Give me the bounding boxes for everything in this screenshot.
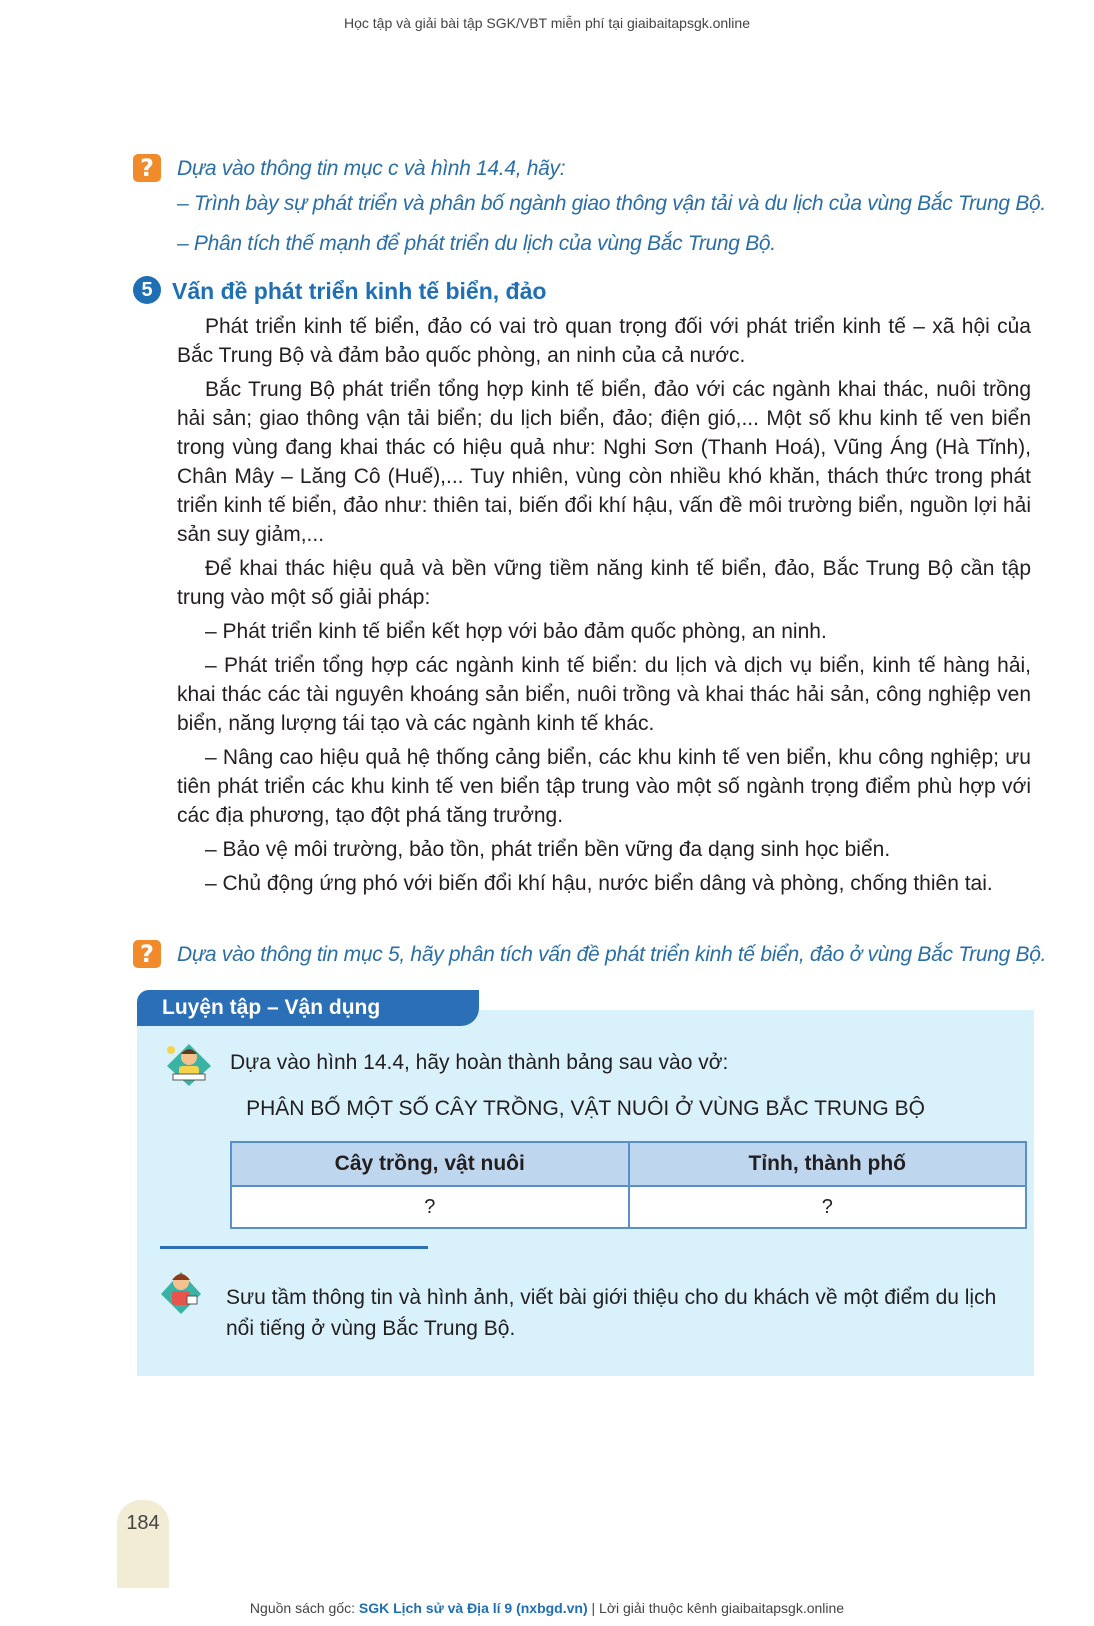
task-2-text: Sưu tầm thông tin và hình ảnh, viết bài giới thiệu cho du khách về một điểm du lịch nổi tiếng ở vùng Bắc Trung Bộ.	[226, 1286, 997, 1340]
question-icon: ?	[133, 154, 161, 182]
solution-item: – Nâng cao hiệu quả hệ thống cảng biển, các khu kinh tế ven biển, khu công nghiệp; ưu tiên phát triển các khu kinh tế ven biển tập trung vào một số ngành trọng điểm phù hợp với các địa phương, tạo đột phá tăng trưởng.	[177, 746, 1031, 827]
footer-suffix: | Lời giải thuộc kênh giaibaitapsgk.online	[587, 1600, 845, 1616]
section-body	[177, 312, 1031, 903]
table-cell: ?	[231, 1186, 629, 1228]
solution-item: – Bảo vệ môi trường, bảo tồn, phát triển bền vững đa dạng sinh học biển.	[205, 838, 891, 861]
section-number-badge: 5	[133, 276, 161, 304]
table-header-cell: Tỉnh, thành phố	[629, 1142, 1027, 1186]
solution-item: – Phát triển kinh tế biển kết hợp với bảo đảm quốc phòng, an ninh.	[205, 620, 827, 643]
student-reading-icon	[163, 1040, 215, 1088]
source-footer	[0, 1600, 1094, 1616]
student-research-icon	[157, 1266, 205, 1318]
section-title: Vấn đề phát triển kinh tế biển, đảo	[172, 278, 547, 304]
question-item: – Trình bày sự phát triển và phân bố ngành giao thông vận tải và du lịch của vùng Bắc Trung Bộ.	[177, 192, 1046, 215]
footer-book-link[interactable]: SGK Lịch sử và Địa lí 9 (nxbgd.vn)	[358, 1600, 588, 1616]
table-cell: ?	[629, 1186, 1027, 1228]
task-1-text: Dựa vào hình 14.4, hãy hoàn thành bảng sau vào vở:	[230, 1051, 729, 1074]
paragraph: Để khai thác hiệu quả và bền vững tiềm năng kinh tế biển, đảo, Bắc Trung Bộ cần tập trung vào một số giải pháp:	[177, 557, 1031, 609]
question-item: – Phân tích thế mạnh để phát triển du lịch của vùng Bắc Trung Bộ.	[177, 232, 776, 255]
solution-item: – Phát triển tổng hợp các ngành kinh tế biển: du lịch và dịch vụ biển, kinh tế hàng hải, khai thác các tài nguyên khoáng sản biển, nuôi trồng và khai thác hải sản, công nghiệp ven biển, năng lượng tái tạo và các ngành kinh tế khác.	[177, 654, 1031, 735]
footer-prefix: Nguồn sách gốc:	[249, 1600, 359, 1616]
table-title: PHÂN BỐ MỘT SỐ CÂY TRỒNG, VẬT NUÔI Ở VÙNG BẮC TRUNG BỘ	[246, 1097, 925, 1120]
practice-tab: Luyện tập – Vận dụng	[137, 990, 479, 1026]
question-text: Dựa vào thông tin mục 5, hãy phân tích vấn đề phát triển kinh tế biển, đảo ở vùng Bắc Trung Bộ.	[177, 943, 1047, 966]
crop-livestock-table	[230, 1141, 1027, 1229]
paragraph: Bắc Trung Bộ phát triển tổng hợp kinh tế biển, đảo với các ngành khai thác, nuôi trồng hải sản; giao thông vận tải biển; du lịch biển, đảo; điện gió,... Một số khu kinh tế ven biển trong vùng đang khai thác có hiệu quả như: Nghi Sơn (Thanh Hoá), Vũng Áng (Hà Tĩnh), Chân Mây – Lăng Cô (Huế),... Tuy nhiên, vùng còn nhiều khó khăn, thách thức trong phát triển kinh tế biển, đảo như: thiên tai, biến đổi khí hậu, vấn đề môi trường biển, nguồn lợi hải sản suy giảm,...	[177, 378, 1031, 546]
section-divider	[160, 1246, 428, 1249]
page-number: 184	[126, 1512, 160, 1534]
site-header-note: Học tập và giải bài tập SGK/VBT miễn phí tại giaibaitapsgk.online	[344, 15, 750, 31]
table-row	[231, 1186, 1026, 1228]
question-intro: Dựa vào thông tin mục c và hình 14.4, hãy:	[177, 157, 566, 180]
solution-item: – Chủ động ứng phó với biến đổi khí hậu, nước biển dâng và phòng, chống thiên tai.	[205, 872, 993, 895]
paragraph: Phát triển kinh tế biển, đảo có vai trò quan trọng đối với phát triển kinh tế – xã hội của Bắc Trung Bộ và đảm bảo quốc phòng, an ninh của cả nước.	[177, 315, 1031, 367]
table-header-cell: Cây trồng, vật nuôi	[231, 1142, 629, 1186]
question-icon: ?	[133, 940, 161, 968]
